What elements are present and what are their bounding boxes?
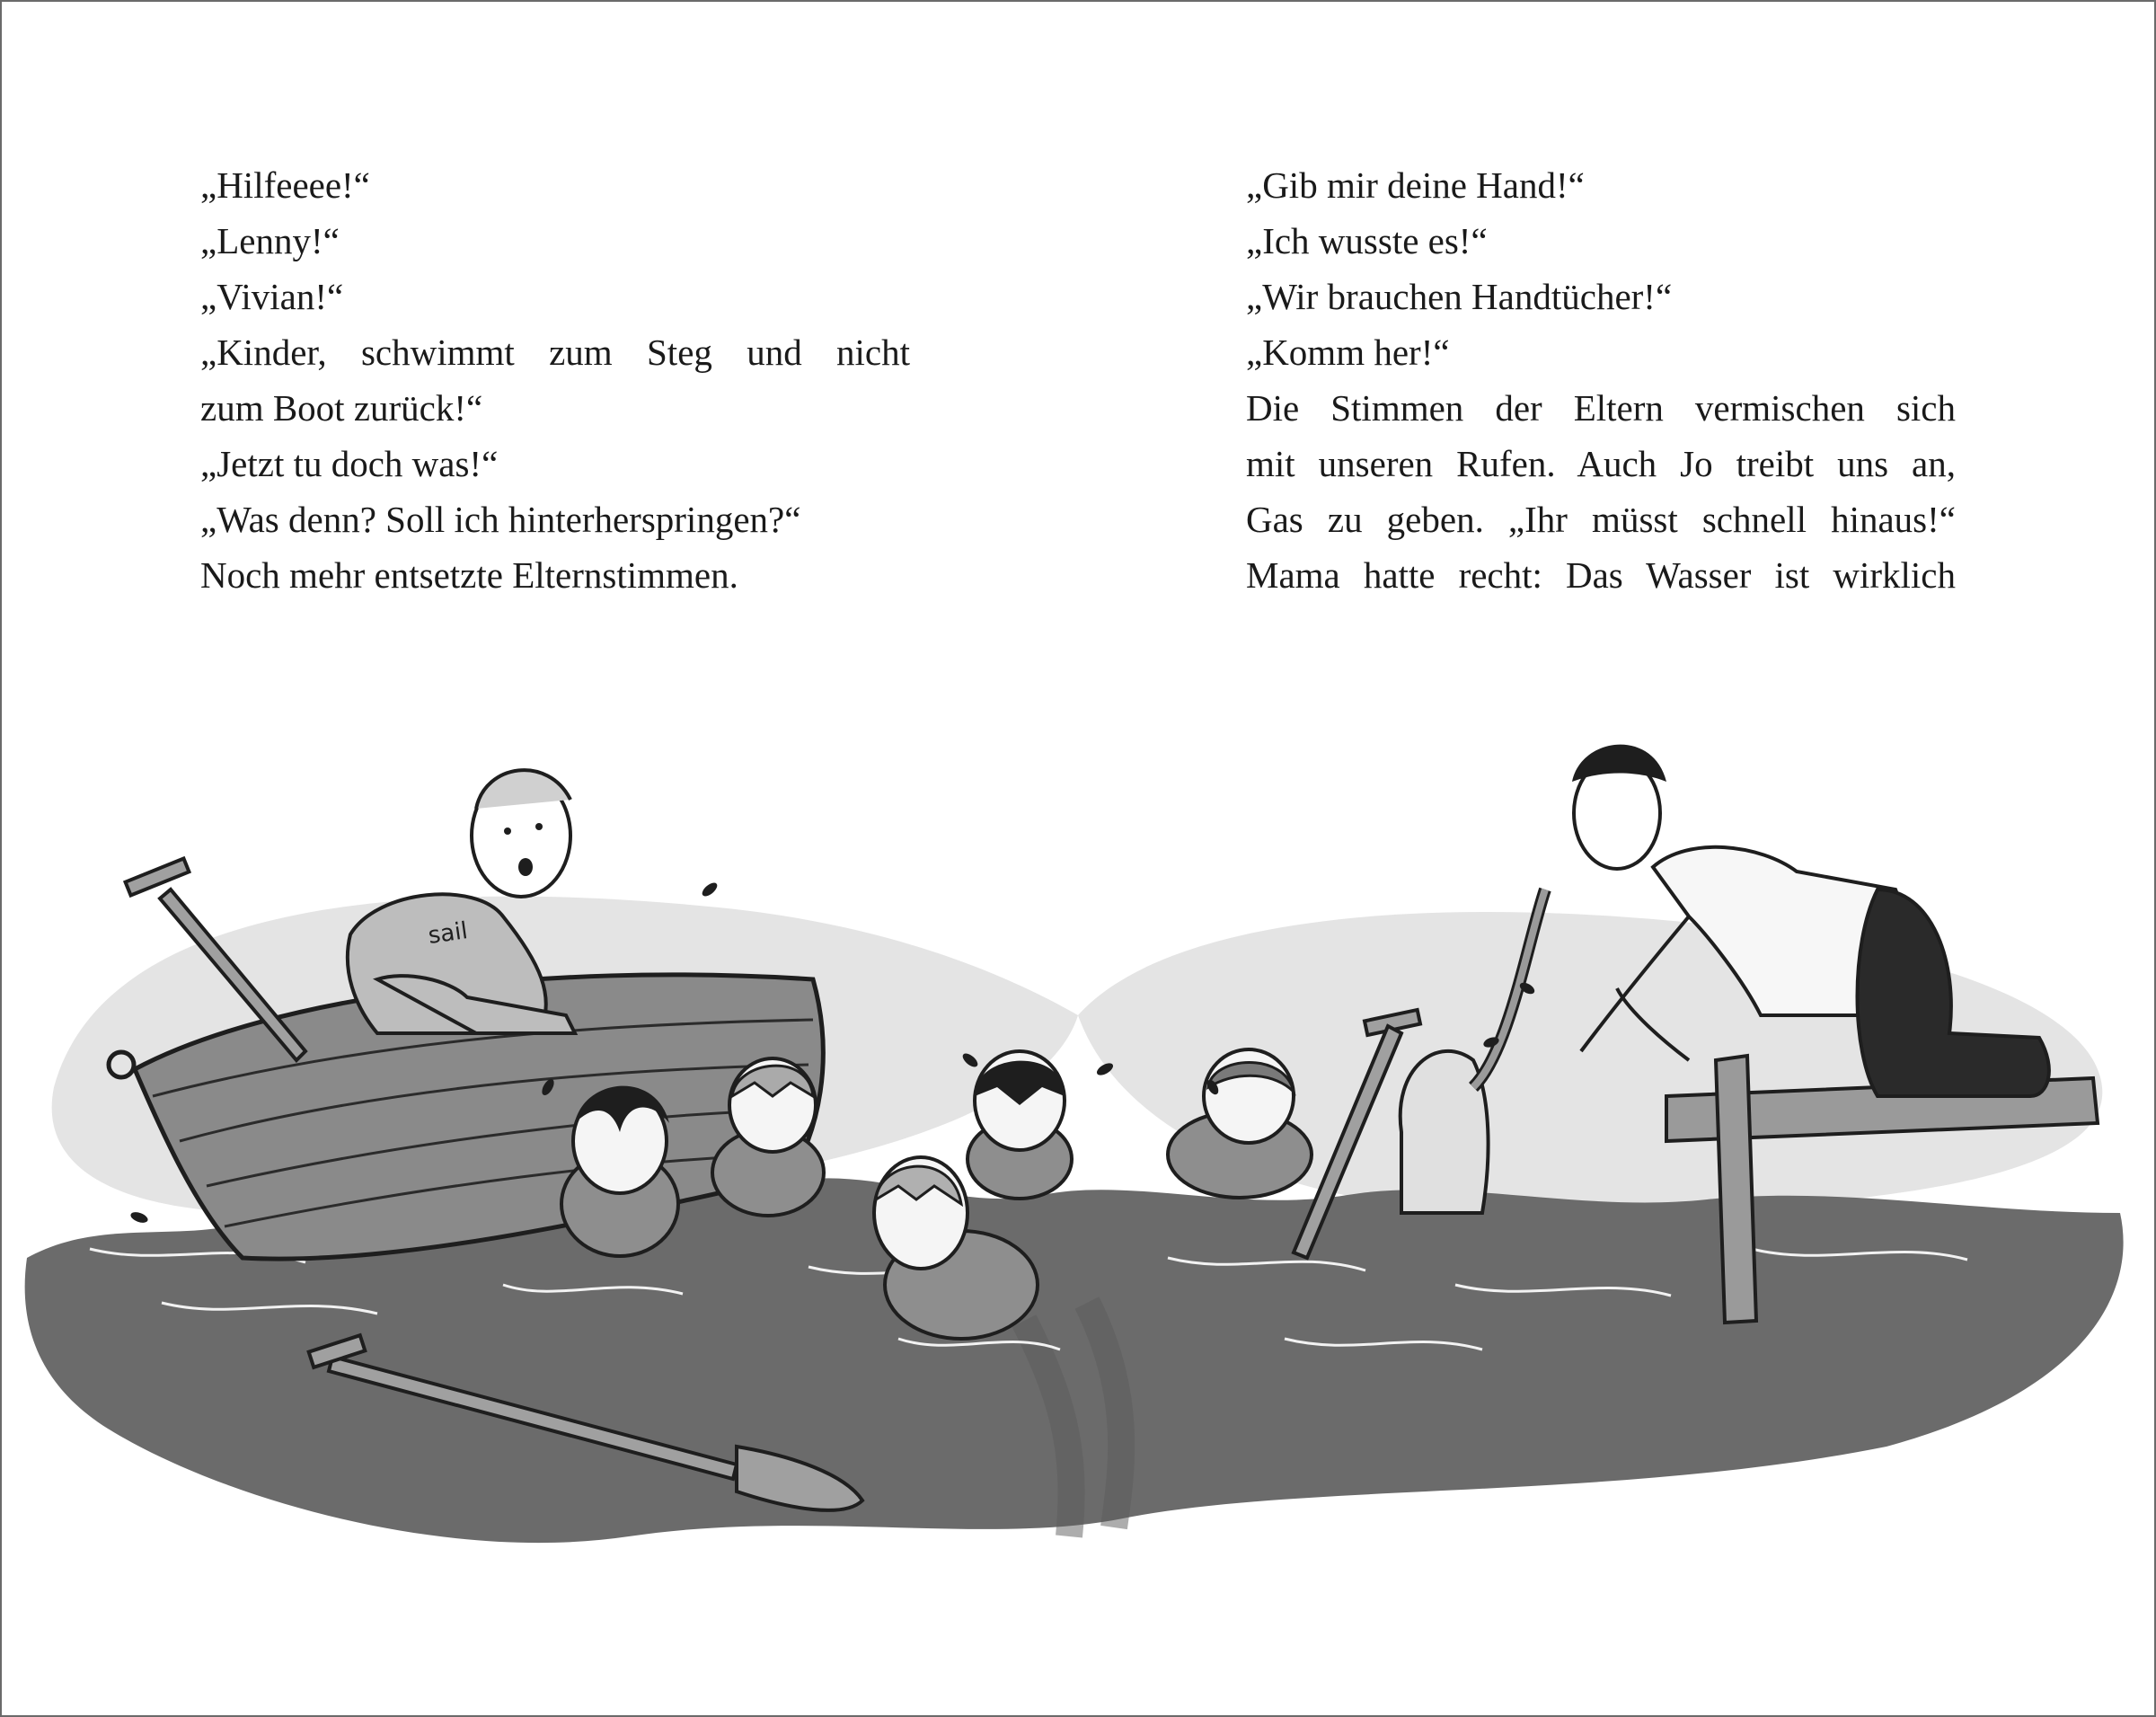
text-line: „Gib mir deine Hand!“ [1246, 164, 1585, 206]
right-text-column [1246, 157, 1956, 603]
text-line: Die Stimmen der Eltern vermischen sich [1246, 387, 1956, 429]
text-line: „Hilfeeee!“ [200, 164, 370, 206]
text-line: „Kinder, schwimmt zum Steg und nicht [200, 332, 910, 373]
left-text-column [200, 157, 910, 603]
text-line: „Wir brauchen Handtücher!“ [1246, 276, 1673, 317]
shirt-text: sail [426, 917, 470, 950]
text-line: Gas zu geben. „Ihr müsst schnell hinaus!“ [1246, 499, 1956, 540]
text-line: „Ich wusste es!“ [1246, 220, 1488, 261]
text-line: „Lenny!“ [200, 220, 340, 261]
text-line: „Jetzt tu doch was!“ [200, 443, 499, 484]
text-line: Noch mehr entsetzte Elternstimmen. [200, 554, 738, 596]
text-line: mit unseren Rufen. Auch Jo treibt uns an, [1246, 443, 1956, 484]
text-line: „Vivian!“ [200, 276, 344, 317]
text-line: „Was denn? Soll ich hinterherspringen?“ [200, 499, 801, 540]
text-line: „Komm her!“ [1246, 332, 1450, 373]
child-4 [968, 1051, 1072, 1199]
text-line: Mama hatte recht: Das Wasser ist wirklich [1246, 554, 1956, 596]
lake-rescue-illustration [0, 710, 2156, 1617]
text-line: zum Boot zurück!“ [200, 387, 483, 429]
